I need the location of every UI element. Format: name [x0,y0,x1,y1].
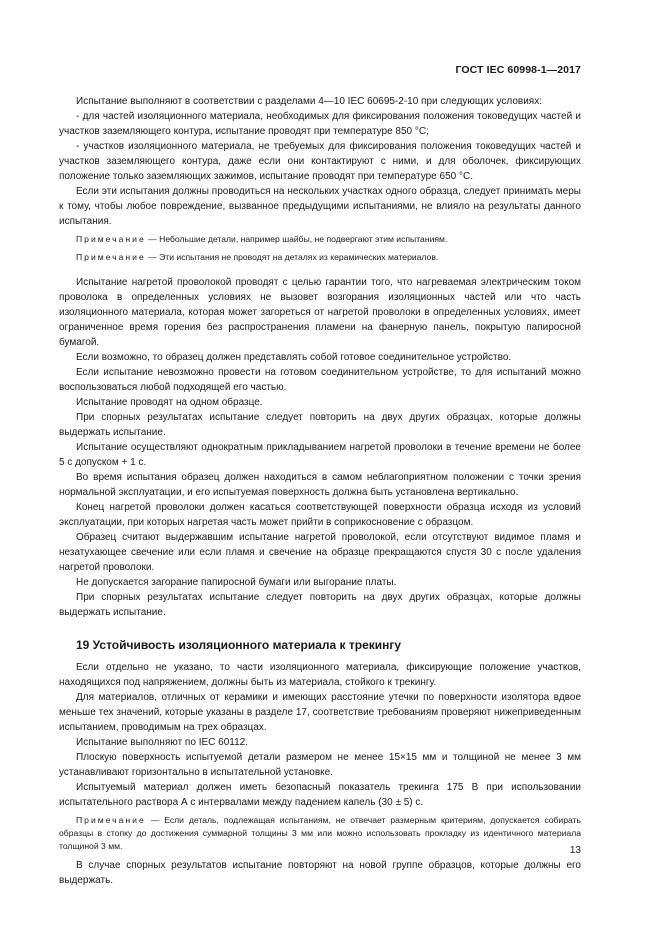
paragraph: Во время испытания образец должен находиться в самом неблагоприятном положении с точки зрения нормальной эксплуатации, и его испытуемая поверхность должна быть установлена вертикально. [59,472,581,498]
note-text: — Небольшие детали, например шайбы, не подвергают этим испытаниям. [145,234,448,244]
note [59,251,581,264]
paragraph: - участков изоляционного материала, не требуемых для фиксирования положения токоведущих частей и участков заземляющего контура, даже если они контактируют с ними, и для оболочек, фиксирующих положение только заземляющих зажимов, испытание проводят при температуре 650 °С. [59,141,581,182]
paragraph: Испытание осуществляют однократным прикладыванием нагретой проволоки в течение времени не более 5 с допуском + 1 с. [59,442,581,468]
document-header: ГОСТ IEC 60998-1—2017 [455,64,581,76]
paragraph: Для материалов, отличных от керамики и имеющих расстояние утечки по поверхности изолятора вдвое меньше тех значений, которые указаны в разделе 17, соответствие требованиям проверяют нижеприведенным испытанием, проводимым на трех образцах. [59,692,581,733]
paragraph: - для частей изоляционного материала, необходимых для фиксирования положения токоведущих частей и участков заземляющего контура, испытание проводят при температуре 850 °С; [59,111,581,137]
paragraph: Испытуемый материал должен иметь безопасный показатель трекинга 175 В при использовании испытательного раствора А с интервалами между падением капель (30 ± 5) с. [59,782,581,808]
note [59,814,581,853]
note [59,233,581,246]
paragraph: Если отдельно не указано, то части изоляционного материала, фиксирующие положение участков, находящихся под напряжением, должны быть из материала, стойкого к трекингу. [59,662,581,688]
paragraph: Если возможно, то образец должен представлять собой готовое соединительное устройство. [76,352,512,363]
section-heading: 19 Устойчивость изоляционного материала к трекингу [76,638,402,652]
note-label: Примечание [76,252,146,262]
page-number: 13 [569,845,581,856]
document-body [59,94,581,888]
paragraph: Испытание проводят на одном образце. [76,397,263,408]
paragraph: При спорных результатах испытание следует повторить на двух других образцах, которые должны выдержать испытание. [59,412,581,438]
paragraph: В случае спорных результатов испытание повторяют на новой группе образцов, которые должны его выдержать. [59,860,581,886]
paragraph: Конец нагретой проволоки должен касаться соответствующей поверхности образца исходя из условий эксплуатации, при которых нагретая часть может прийти в соприкосновение с образцом. [59,502,581,528]
paragraph: Образец считают выдержавшим испытание нагретой проволокой, если отсутствуют видимое пламя и незатухающее свечение или если пламя и свечение на образце прекращаются спустя 30 с после удаления нагретой проволоки. [59,532,581,573]
note-label: Примечание [76,815,146,825]
paragraph: Испытание нагретой проволокой проводят с целью гарантии того, что нагреваемая электрическим током проволока в определенных условиях не вызовет возгорания изоляционных частей или что часть изоляционного материала, которая может загореться от нагретой проволоки в определенных условиях, имеет ограниченное время горения без распространения пламени на фанерную панель, покрытую папиросной бумагой. [59,277,581,348]
paragraph: При спорных результатах испытание следует повторить на двух других образцах, которые должны выдержать испытание. [59,592,581,618]
paragraph: Испытание выполняют по IEC 60112. [76,737,248,748]
note-text: — Эти испытания не проводят на деталях из керамических материалов. [145,252,439,262]
paragraph: Если эти испытания должны проводиться на нескольких участках одного образца, следует принимать меры к тому, чтобы любое повреждение, вызванное предыдущими испытаниями, не влияло на результаты данного испытания. [59,186,581,227]
note-text: — Если деталь, подлежащая испытаниям, не отвечает размерным критериям, допускается собирать образцы в стопку до достижения суммарной толщины 3 мм или можно использовать прокладку из идентичного материала толщиной 3 мм. [59,815,581,851]
paragraph: Плоскую поверхность испытуемой детали размером не менее 15×15 мм и толщиной не менее 3 мм устанавливают горизонтально в испытательной установке. [59,752,581,778]
paragraph: Испытание выполняют в соответствии с разделами 4—10 IEC 60695-2-10 при следующих условиях: [76,96,542,107]
note-label: Примечание [76,234,146,244]
paragraph: Если испытание невозможно провести на готовом соединительном устройстве, то для испытаний можно воспользоваться любой подходящей его частью. [59,367,581,393]
paragraph: Не допускается загорание папиросной бумаги или выгорание платы. [76,577,397,588]
